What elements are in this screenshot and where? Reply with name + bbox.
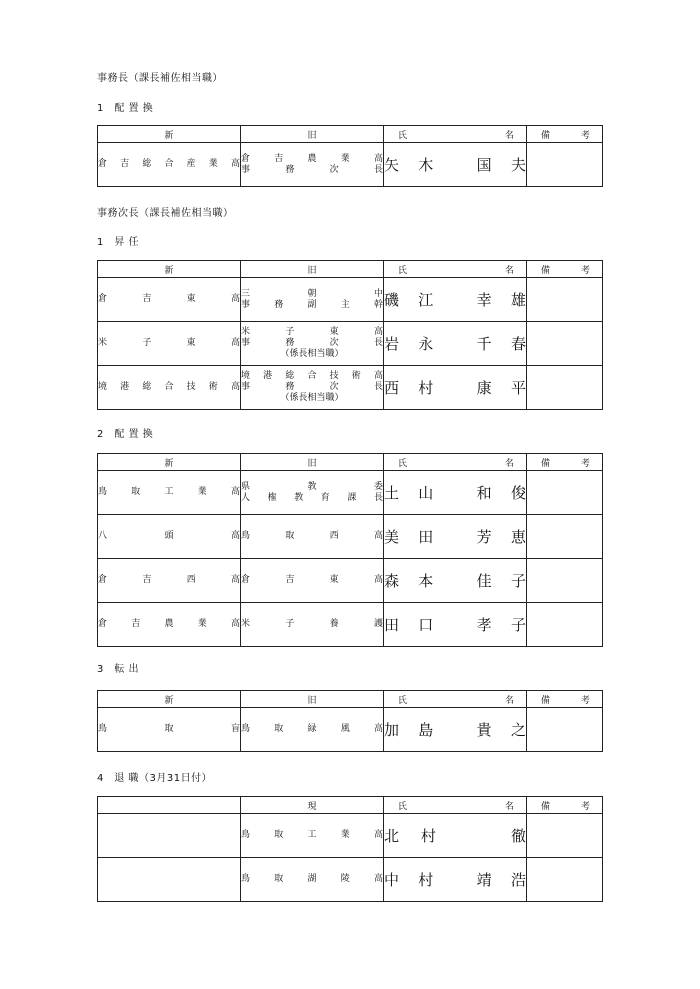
cell-new: 鳥 取 盲 (98, 708, 241, 752)
cell-current: 鳥 取 工 業 高 (241, 814, 384, 858)
cell-note (527, 814, 603, 858)
table-header-row (98, 126, 603, 143)
header-old: 旧 (241, 691, 384, 708)
cell-old: 米 子 東 高 事 務 次 長 （係長相当職） (241, 322, 384, 366)
subsection-reassignment-1: 1 配 置 換 (97, 103, 154, 114)
cell-new: 境 港 総 合 技 術 高 (98, 366, 241, 410)
table-row (98, 515, 603, 559)
table-transfer-out (97, 690, 602, 752)
cell-name: 森 本 佳 子 (384, 559, 527, 603)
table-row (98, 366, 603, 410)
header-new: 新 (98, 691, 241, 708)
cell-old: 県 教 委 人 権 教 育 課 長 (241, 471, 384, 515)
table-reassignment (97, 453, 602, 647)
table-row (98, 858, 603, 902)
header-note: 備 考 (527, 691, 603, 708)
table-retirement (97, 796, 602, 902)
cell-note (527, 471, 603, 515)
header-name: 氏 名 (384, 691, 527, 708)
cell-new: 倉 吉 農 業 高 (98, 603, 241, 647)
cell-name: 土 山 和 俊 (384, 471, 527, 515)
header-current: 現 (241, 797, 384, 814)
cell-note (527, 603, 603, 647)
cell-old: 倉 吉 農 業 高 事 務 次 長 (241, 143, 384, 187)
cell-note (527, 366, 603, 410)
cell-name: 磯 江 幸 雄 (384, 278, 527, 322)
table-header-row (98, 261, 603, 278)
cell-old: 鳥 取 緑 風 高 (241, 708, 384, 752)
section-title-jimucho: 事務長（課長補佐相当職） (97, 73, 223, 84)
header-old: 旧 (241, 261, 384, 278)
header-name: 氏 名 (384, 454, 527, 471)
header-blank (98, 797, 241, 814)
subsection-reassignment-2: 2 配 置 換 (97, 429, 154, 440)
cell-old: 境 港 総 合 技 術 高 事 務 次 長 （係長相当職） (241, 366, 384, 410)
header-new: 新 (98, 261, 241, 278)
cell-current: 鳥 取 湖 陵 高 (241, 858, 384, 902)
header-note: 備 考 (527, 261, 603, 278)
cell-old: 三 朝 中 事 務 副 主 幹 (241, 278, 384, 322)
header-new: 新 (98, 126, 241, 143)
table-row (98, 708, 603, 752)
cell-note (527, 143, 603, 187)
table-row (98, 322, 603, 366)
cell-note (527, 322, 603, 366)
cell-name: 美 田 芳 恵 (384, 515, 527, 559)
cell-name: 矢 木 国 夫 (384, 143, 527, 187)
subsection-retirement: 4 退 職（3月31日付） (97, 773, 213, 784)
header-new: 新 (98, 454, 241, 471)
table-promotion (97, 260, 602, 410)
cell-old: 米 子 養 護 (241, 603, 384, 647)
table-header-row (98, 797, 603, 814)
cell-name: 北 村 徹 (384, 814, 527, 858)
table-jimucho-reassignment (97, 125, 602, 187)
section-title-jimujicho: 事務次長（課長補佐相当職） (97, 208, 234, 219)
cell-name: 西 村 康 平 (384, 366, 527, 410)
cell-old: 倉 吉 東 高 (241, 559, 384, 603)
cell-new: 八 頭 高 (98, 515, 241, 559)
table-row (98, 559, 603, 603)
cell-new: 倉 吉 総 合 産 業 高 (98, 143, 241, 187)
table-header-row (98, 691, 603, 708)
header-name: 氏 名 (384, 261, 527, 278)
cell-new: 鳥 取 工 業 高 (98, 471, 241, 515)
header-note: 備 考 (527, 126, 603, 143)
cell-new: 倉 吉 西 高 (98, 559, 241, 603)
cell-name: 田 口 孝 子 (384, 603, 527, 647)
cell-old: 鳥 取 西 高 (241, 515, 384, 559)
cell-new: 倉 吉 東 高 (98, 278, 241, 322)
header-name: 氏 名 (384, 126, 527, 143)
cell-note (527, 858, 603, 902)
cell-note (527, 708, 603, 752)
header-old: 旧 (241, 454, 384, 471)
cell-name: 岩 永 千 春 (384, 322, 527, 366)
table-header-row (98, 454, 603, 471)
table-row (98, 603, 603, 647)
table-row (98, 143, 603, 187)
cell-note (527, 515, 603, 559)
subsection-transfer-out: 3 転 出 (97, 664, 140, 675)
table-row (98, 471, 603, 515)
cell-note (527, 559, 603, 603)
cell-name: 加 島 貴 之 (384, 708, 527, 752)
header-name: 氏 名 (384, 797, 527, 814)
header-old: 旧 (241, 126, 384, 143)
cell-name: 中 村 靖 浩 (384, 858, 527, 902)
header-note: 備 考 (527, 454, 603, 471)
cell-note (527, 278, 603, 322)
header-note: 備 考 (527, 797, 603, 814)
cell-new: 米 子 東 高 (98, 322, 241, 366)
cell-blank (98, 858, 241, 902)
table-row (98, 814, 603, 858)
table-row (98, 278, 603, 322)
subsection-promotion: 1 昇 任 (97, 237, 140, 248)
cell-blank (98, 814, 241, 858)
